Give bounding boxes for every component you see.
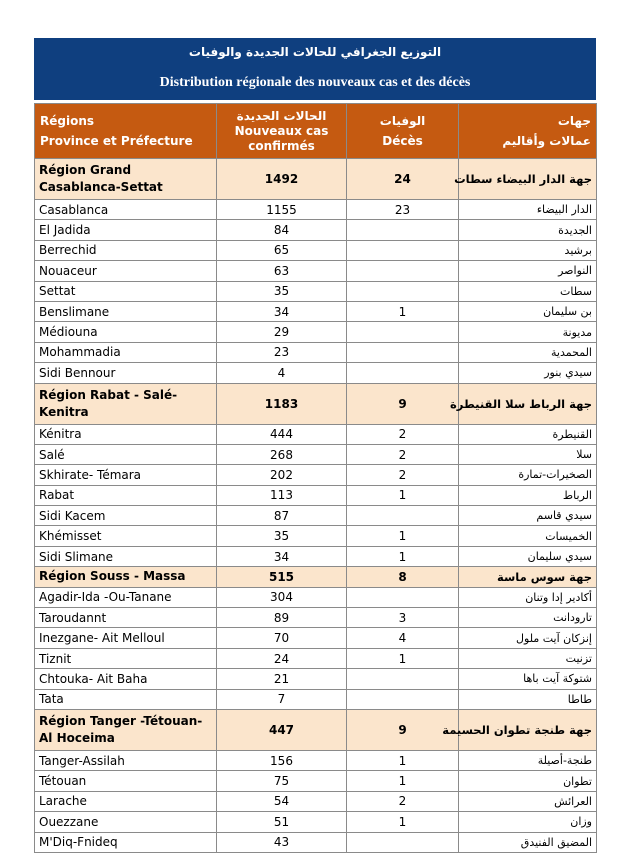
row-deaths (347, 669, 459, 689)
row-deaths (347, 506, 459, 526)
row-deaths: 9 (347, 383, 459, 424)
table-row (35, 771, 597, 791)
region-row (35, 159, 597, 200)
row-deaths (347, 261, 459, 281)
row-name-ar: سيدي بنور (459, 363, 597, 383)
row-cases: 21 (217, 669, 347, 689)
row-deaths: 2 (347, 424, 459, 444)
row-deaths (347, 281, 459, 301)
cases-table (34, 103, 597, 853)
table-row (35, 240, 597, 260)
row-cases: 75 (217, 771, 347, 791)
row-deaths: 1 (347, 301, 459, 321)
row-name: Berrechid (35, 240, 217, 260)
row-name: Mohammadia (35, 342, 217, 362)
row-name-ar: جهة الدار البيضاء سطات (459, 159, 597, 200)
row-cases: 70 (217, 628, 347, 648)
row-name-ar: طاطا (459, 689, 597, 709)
row-name-ar: تطوان (459, 771, 597, 791)
row-name-ar: القنيطرة (459, 424, 597, 444)
table-row (35, 200, 597, 220)
row-deaths: 9 (347, 709, 459, 750)
row-cases: 304 (217, 587, 347, 607)
region-row (35, 709, 597, 750)
row-cases: 35 (217, 281, 347, 301)
table-row (35, 220, 597, 240)
header-regions-ar-line2: عمالات وأقاليم (502, 134, 591, 148)
row-cases: 65 (217, 240, 347, 260)
row-name: Skhirate- Témara (35, 465, 217, 485)
row-name: Tanger-Assilah (35, 750, 217, 770)
row-cases: 447 (217, 709, 347, 750)
table-row (35, 465, 597, 485)
row-name: M'Diq-Fnideq (35, 832, 217, 852)
table-row (35, 322, 597, 342)
header-regions-ar (459, 104, 597, 159)
table-row (35, 526, 597, 546)
table-row (35, 648, 597, 668)
row-cases: 54 (217, 791, 347, 811)
region-row (35, 383, 597, 424)
header-cases-fr: Nouveaux cas confirmés (234, 123, 329, 153)
row-name: Settat (35, 281, 217, 301)
row-deaths: 1 (347, 771, 459, 791)
row-name: Sidi Slimane (35, 546, 217, 566)
row-cases: 63 (217, 261, 347, 281)
row-name-ar: سلا (459, 444, 597, 464)
row-deaths: 2 (347, 791, 459, 811)
table-row (35, 506, 597, 526)
row-name-ar: شتوكة آيت باها (459, 669, 597, 689)
row-name-ar: الخميسات (459, 526, 597, 546)
row-name: El Jadida (35, 220, 217, 240)
row-name: Région Grand Casablanca-Settat (35, 159, 217, 200)
table-row (35, 485, 597, 505)
row-name-ar: بن سليمان (459, 301, 597, 321)
row-deaths (347, 220, 459, 240)
row-deaths (347, 689, 459, 709)
row-name-ar: طنجة-أصيلة (459, 750, 597, 770)
row-cases: 4 (217, 363, 347, 383)
row-deaths: 23 (347, 200, 459, 220)
row-name-ar: جهة سوس ماسة (459, 567, 597, 587)
row-name-ar: الدار البيضاء (459, 200, 597, 220)
table-row (35, 546, 597, 566)
row-name: Médiouna (35, 322, 217, 342)
table-body (35, 159, 597, 853)
row-name-ar: النواصر (459, 261, 597, 281)
row-name-ar: وزان (459, 812, 597, 832)
table-row (35, 750, 597, 770)
row-name: Casablanca (35, 200, 217, 220)
row-cases: 1183 (217, 383, 347, 424)
table-row (35, 261, 597, 281)
header-cases-ar: الحالات الجديدة (236, 108, 327, 123)
row-name: Benslimane (35, 301, 217, 321)
title-arabic: التوزيع الجغرافي للحالات الجديدة والوفيات (188, 45, 442, 59)
row-deaths: 2 (347, 465, 459, 485)
row-name-ar: الجديدة (459, 220, 597, 240)
table-row (35, 832, 597, 852)
row-deaths (347, 832, 459, 852)
title-banner (34, 38, 596, 100)
header-deaths-fr: Décès (382, 134, 423, 148)
row-cases: 34 (217, 546, 347, 566)
row-name: Nouaceur (35, 261, 217, 281)
row-deaths: 8 (347, 567, 459, 587)
row-cases: 7 (217, 689, 347, 709)
row-name: Khémisset (35, 526, 217, 546)
row-name: Kénitra (35, 424, 217, 444)
row-deaths: 1 (347, 485, 459, 505)
table-row (35, 689, 597, 709)
row-name-ar: تزنيت (459, 648, 597, 668)
row-name: Sidi Bennour (35, 363, 217, 383)
row-deaths: 24 (347, 159, 459, 200)
row-name-ar: المحمدية (459, 342, 597, 362)
row-name: Chtouka- Ait Baha (35, 669, 217, 689)
header-regions-line1: Régions (40, 114, 95, 128)
row-name: Agadir-Ida -Ou-Tanane (35, 587, 217, 607)
table-row (35, 587, 597, 607)
row-cases: 89 (217, 608, 347, 628)
row-name: Salé (35, 444, 217, 464)
table-row (35, 342, 597, 362)
row-cases: 202 (217, 465, 347, 485)
row-name-ar: جهة طنجة تطوان الحسيمة (459, 709, 597, 750)
row-cases: 156 (217, 750, 347, 770)
row-deaths (347, 240, 459, 260)
row-cases: 35 (217, 526, 347, 546)
table-row (35, 791, 597, 811)
row-name: Région Souss - Massa (35, 567, 217, 587)
row-name-ar: سيدي قاسم (459, 506, 597, 526)
row-cases: 113 (217, 485, 347, 505)
table-row (35, 669, 597, 689)
table-row (35, 363, 597, 383)
row-deaths: 1 (347, 526, 459, 546)
row-deaths: 2 (347, 444, 459, 464)
row-cases: 1492 (217, 159, 347, 200)
row-name: Sidi Kacem (35, 506, 217, 526)
header-regions-line2: Province et Préfecture (40, 134, 193, 148)
table-row (35, 281, 597, 301)
row-deaths: 1 (347, 812, 459, 832)
row-deaths: 4 (347, 628, 459, 648)
row-name-ar: المضيق الفنيدق (459, 832, 597, 852)
row-name-ar: برشيد (459, 240, 597, 260)
row-name: Inezgane- Ait Melloul (35, 628, 217, 648)
row-cases: 29 (217, 322, 347, 342)
table-row (35, 301, 597, 321)
region-row (35, 567, 597, 587)
row-deaths (347, 322, 459, 342)
table-header-row (35, 104, 597, 159)
row-deaths: 1 (347, 546, 459, 566)
row-cases: 268 (217, 444, 347, 464)
row-name: Tétouan (35, 771, 217, 791)
header-cases (217, 104, 347, 159)
row-name-ar: أكادير إدا وتنان (459, 587, 597, 607)
row-name: Larache (35, 791, 217, 811)
table-row (35, 608, 597, 628)
row-cases: 24 (217, 648, 347, 668)
row-cases: 444 (217, 424, 347, 444)
row-name-ar: الصخيرات-تمارة (459, 465, 597, 485)
row-name-ar: مديونة (459, 322, 597, 342)
row-cases: 1155 (217, 200, 347, 220)
header-deaths (347, 104, 459, 159)
row-name-ar: العرائش (459, 791, 597, 811)
row-name-ar: الرباط (459, 485, 597, 505)
row-name: Taroudannt (35, 608, 217, 628)
row-cases: 84 (217, 220, 347, 240)
title-french: Distribution régionale des nouveaux cas et des décès (159, 75, 471, 90)
row-deaths (347, 363, 459, 383)
row-name-ar: جهة الرباط سلا القنيطرة (459, 383, 597, 424)
row-name-ar: سطات (459, 281, 597, 301)
header-regions (35, 104, 217, 159)
row-deaths: 3 (347, 608, 459, 628)
row-name: Région Tanger -Tétouan- Al Hoceima (35, 709, 217, 750)
row-cases: 23 (217, 342, 347, 362)
row-name: Tata (35, 689, 217, 709)
row-name: Tiznit (35, 648, 217, 668)
row-name-ar: إنزكان آيت ملول (459, 628, 597, 648)
table-row (35, 424, 597, 444)
row-name-ar: سيدي سليمان (459, 546, 597, 566)
row-name-ar: تارودانت (459, 608, 597, 628)
row-name: Ouezzane (35, 812, 217, 832)
row-name: Rabat (35, 485, 217, 505)
row-cases: 51 (217, 812, 347, 832)
row-deaths (347, 587, 459, 607)
row-name: Région Rabat - Salé-Kenitra (35, 383, 217, 424)
table-row (35, 628, 597, 648)
table-row (35, 444, 597, 464)
row-cases: 515 (217, 567, 347, 587)
table-row (35, 812, 597, 832)
row-deaths (347, 342, 459, 362)
header-deaths-ar: الوفيات (379, 114, 426, 128)
row-cases: 34 (217, 301, 347, 321)
row-cases: 87 (217, 506, 347, 526)
row-deaths: 1 (347, 750, 459, 770)
row-deaths: 1 (347, 648, 459, 668)
row-cases: 43 (217, 832, 347, 852)
header-regions-ar-line1: جهات (557, 114, 591, 128)
